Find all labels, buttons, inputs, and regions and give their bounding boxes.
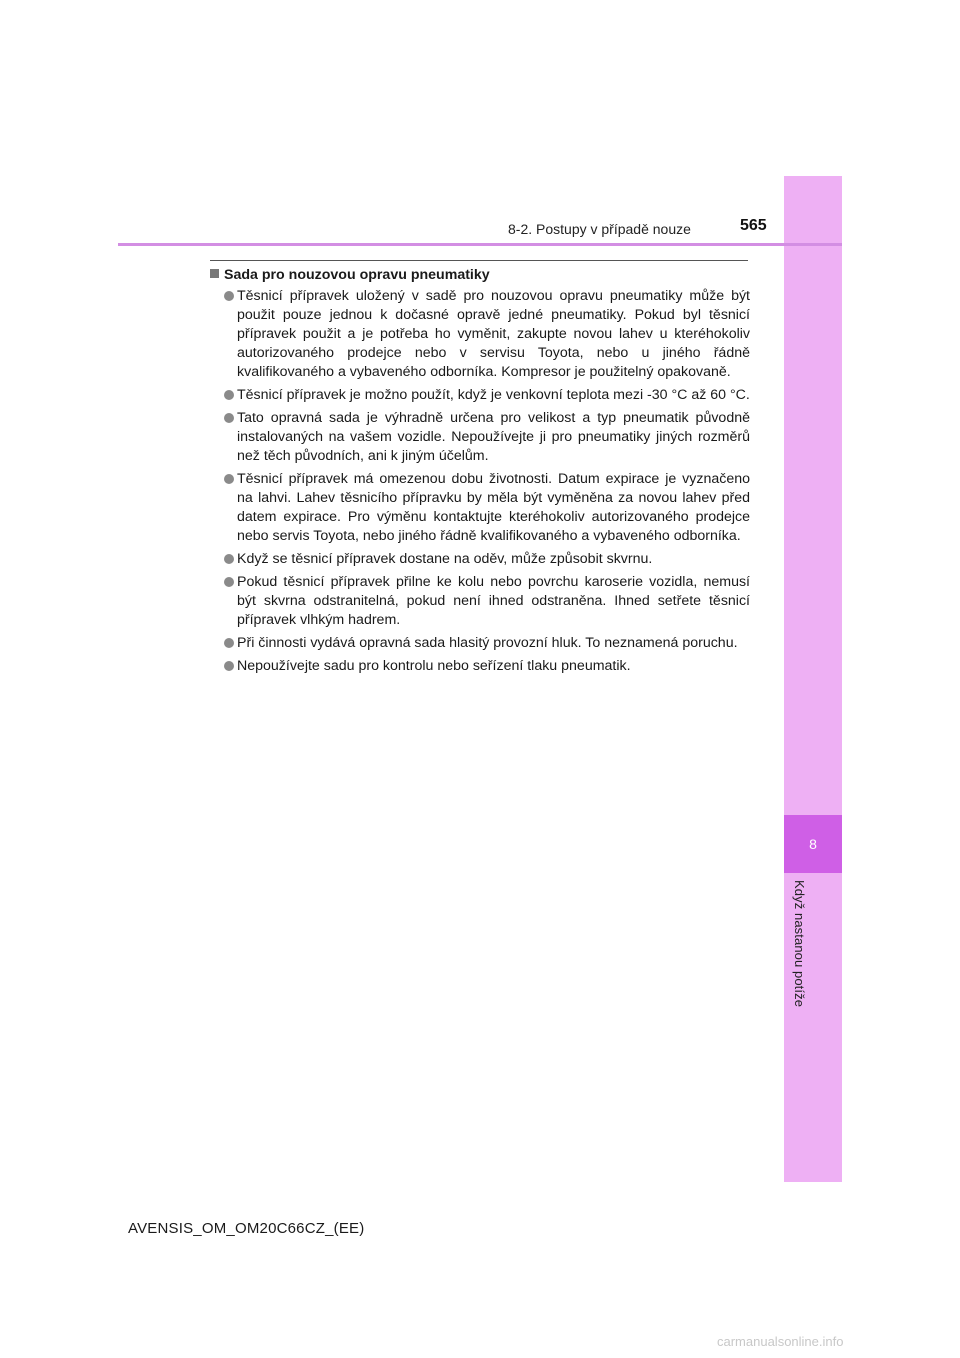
list-item [210,657,750,676]
bullet-dot-icon [224,474,234,484]
document-code: AVENSIS_OM_OM20C66CZ_(EE) [128,1220,365,1237]
list-item-text: Když se těsnicí přípravek dostane na oděv, může způsobit skvrnu. [237,551,653,567]
list-item [210,470,750,546]
list-item [210,573,750,630]
content-divider [210,260,748,261]
content-body [210,266,750,680]
page-number: 565 [740,217,767,234]
bullet-dot-icon [224,638,234,648]
bullet-dot-icon [224,554,234,564]
list-item-text: Při činnosti vydává opravná sada hlasitý provozní hluk. To neznamená poruchu. [237,635,738,651]
bullet-dot-icon [224,661,234,671]
chapter-number: 8 [809,836,817,852]
list-item [210,634,750,653]
chapter-number-tab [784,815,842,873]
bullet-dot-icon [224,291,234,301]
bullet-dot-icon [224,413,234,423]
list-item-text: Pokud těsnicí přípravek přilne ke kolu nebo povrchu karoserie vozidla, nemusí být skvrna odstranitelná, pokud není ihned odstraněna. Ihned setřete těsnicí přípravek vlhkým hadrem. [237,574,750,628]
list-item-text: Těsnicí přípravek uložený v sadě pro nouzovou opravu pneumatiky může být použit pouze jednou k dočasné opravě jedné pneumatiky. Pokud byl těsnicí přípravek použit a je potřeba ho vyměnit, zakupte novou lahev u kteréhokoliv autorizovaného prodejce nebo v servisu Toyota, nebo u jiného řádně kvalifikovaného a vybaveného odborníka. Kompresor je použitelný opakovaně. [237,288,750,380]
watermark: carmanualsonline.info [717,1334,844,1349]
list-item-text: Nepoužívejte sadu pro kontrolu nebo seřízení tlaku pneumatik. [237,658,631,674]
header-divider [118,243,842,246]
square-bullet-icon [210,269,219,278]
list-item [210,287,750,382]
list-item [210,409,750,466]
bullet-dot-icon [224,577,234,587]
chapter-side-tab [784,176,842,1182]
list-item [210,550,750,569]
section-heading [210,266,750,285]
list-item-text: Tato opravná sada je výhradně určena pro velikost a typ pneumatik původně instalovaných na vašem vozidle. Nepoužívejte ji pro pneumatiky jiných rozměrů než těch původních, ani k jiným účelům. [237,410,750,464]
list-item-text: Těsnicí přípravek má omezenou dobu životnosti. Datum expirace je vyznačeno na lahvi. Lahev těsnicího přípravku by měla být vyměněna za novou lahev před datem expirace. Pro výměnu kontaktujte kteréhokoliv autorizovaného prodejce nebo servis Toyota, nebo jiného řádně kvalifikovaného a vybaveného odborníka. [237,471,750,544]
list-item-text: Těsnicí přípravek je možno použít, když je venkovní teplota mezi -30 °C až 60 °C. [237,387,750,403]
chapter-title: Když nastanou potíže [792,880,807,1008]
section-heading-text: Sada pro nouzovou opravu pneumatiky [224,267,490,283]
section-header-title: 8-2. Postupy v případě nouze [508,221,691,237]
bullet-dot-icon [224,390,234,400]
list-item [210,386,750,405]
